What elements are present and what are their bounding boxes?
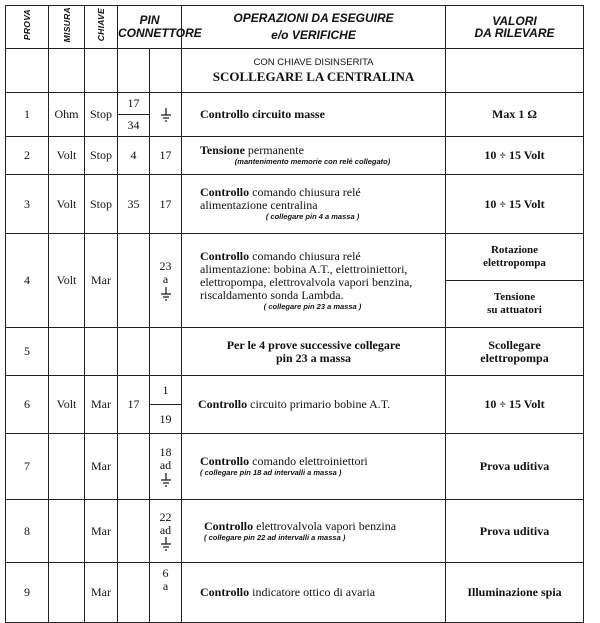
prova-cell: 4 xyxy=(6,234,49,328)
value-cell: 10 ÷ 15 Volt xyxy=(446,137,584,175)
header-row xyxy=(6,6,584,49)
table-row xyxy=(6,93,584,137)
prova-cell: 7 xyxy=(6,434,49,500)
misura-cell: Volt xyxy=(49,175,85,234)
header-operazioni: OPERAZIONI DA ESEGUIRE e/o VERIFICHE xyxy=(182,6,446,49)
prova-cell: 6 xyxy=(6,376,49,434)
chiave-cell: Stop xyxy=(85,93,118,137)
prova-cell: 1 xyxy=(6,93,49,137)
operation-cell: Controllo comando chiusura relé alimentazione: bobina A.T., elettroiniettori, elettropompa, elettrovalvola vapori benzina, riscaldamento sonda Lambda. ( collegare pin 23 a massa ) xyxy=(182,234,446,328)
operation-cell: Controllo comando elettroiniettori ( collegare pin 18 ad intervalli a massa ) xyxy=(182,434,446,500)
pin-b-cell: 6 a xyxy=(150,563,182,623)
operation-cell: Controllo circuito primario bobine A.T. xyxy=(182,376,446,434)
value-cell: Rotazione elettropompa Tensione su attuatori xyxy=(446,234,584,328)
value-cell: Prova uditiva xyxy=(446,434,584,500)
chiave-cell: Mar xyxy=(85,376,118,434)
value-cell: 10 ÷ 15 Volt xyxy=(446,376,584,434)
operation-cell: Tensione permanente (mantenimento memorie con relé collegato) xyxy=(182,137,446,175)
chiave-cell: Mar xyxy=(85,500,118,563)
pin-a-cell: 4 xyxy=(118,137,150,175)
misura-cell: Volt xyxy=(49,137,85,175)
header-prova: PROVA xyxy=(6,6,49,49)
prova-cell: 2 xyxy=(6,137,49,175)
table-row xyxy=(6,563,584,623)
prova-cell: 5 xyxy=(6,328,49,376)
prova-cell: 8 xyxy=(6,500,49,563)
preamble-cell: CON CHIAVE DISINSERITA SCOLLEGARE LA CENTRALINA xyxy=(182,49,446,93)
pin-b-cell: 18 ad xyxy=(150,434,182,500)
pin-b-cell: 17 xyxy=(150,175,182,234)
table-row xyxy=(6,137,584,175)
operation-cell: Controllo elettrovalvola vapori benzina ( collegare pin 22 ad intervalli a massa ) xyxy=(182,500,446,563)
prova-cell: 3 xyxy=(6,175,49,234)
pin-a-cell: 35 xyxy=(118,175,150,234)
pin-a-cell: 17 34 xyxy=(118,93,150,137)
value-cell: Scollegare elettropompa xyxy=(446,328,584,376)
pin-b-cell: 17 xyxy=(150,137,182,175)
chiave-cell: Mar xyxy=(85,563,118,623)
operation-cell: Per le 4 prove successive collegare pin 23 a massa xyxy=(182,328,446,376)
prova-cell: 9 xyxy=(6,563,49,623)
pin-a-cell xyxy=(118,234,150,328)
ground-icon xyxy=(160,473,172,487)
misura-cell xyxy=(49,500,85,563)
pin-a-cell: 17 xyxy=(118,376,150,434)
pin-b-cell: 23 a xyxy=(150,234,182,328)
preamble-row xyxy=(6,49,584,93)
table-row xyxy=(6,376,584,434)
chiave-cell: Mar xyxy=(85,234,118,328)
pin-b-cell: 1 19 xyxy=(150,376,182,434)
misura-cell: Volt xyxy=(49,234,85,328)
header-pin-connettore: PIN CONNETTORE xyxy=(118,6,182,49)
pin-b-cell: 22 ad xyxy=(150,500,182,563)
value-cell: Max 1 Ω xyxy=(446,93,584,137)
misura-cell xyxy=(49,434,85,500)
value-cell: 10 ÷ 15 Volt xyxy=(446,175,584,234)
chiave-cell: Stop xyxy=(85,137,118,175)
table-row xyxy=(6,500,584,563)
pin-a-cell xyxy=(118,500,150,563)
header-valori: VALORI DA RILEVARE xyxy=(446,6,584,49)
table-row xyxy=(6,434,584,500)
ground-icon xyxy=(160,287,172,301)
table-row xyxy=(6,175,584,234)
value-cell: Prova uditiva xyxy=(446,500,584,563)
misura-cell: Volt xyxy=(49,376,85,434)
header-chiave: CHIAVE xyxy=(85,6,118,49)
chiave-cell: Stop xyxy=(85,175,118,234)
chiave-cell: Mar xyxy=(85,434,118,500)
ground-icon xyxy=(160,537,172,551)
value-cell: Illuminazione spia xyxy=(446,563,584,623)
operation-cell: Controllo comando chiusura relé alimentazione centralina ( collegare pin 4 a massa ) xyxy=(182,175,446,234)
table-row xyxy=(6,234,584,328)
header-misura: MISURA xyxy=(49,6,85,49)
ground-icon xyxy=(160,108,172,122)
pin-b-cell xyxy=(150,93,182,137)
pin-a-cell xyxy=(118,563,150,623)
table-row xyxy=(6,328,584,376)
test-table xyxy=(5,5,584,623)
pin-a-cell xyxy=(118,434,150,500)
misura-cell: Ohm xyxy=(49,93,85,137)
operation-cell: Controllo indicatore ottico di avaria xyxy=(182,563,446,623)
misura-cell xyxy=(49,563,85,623)
operation-cell: Controllo circuito masse xyxy=(182,93,446,137)
